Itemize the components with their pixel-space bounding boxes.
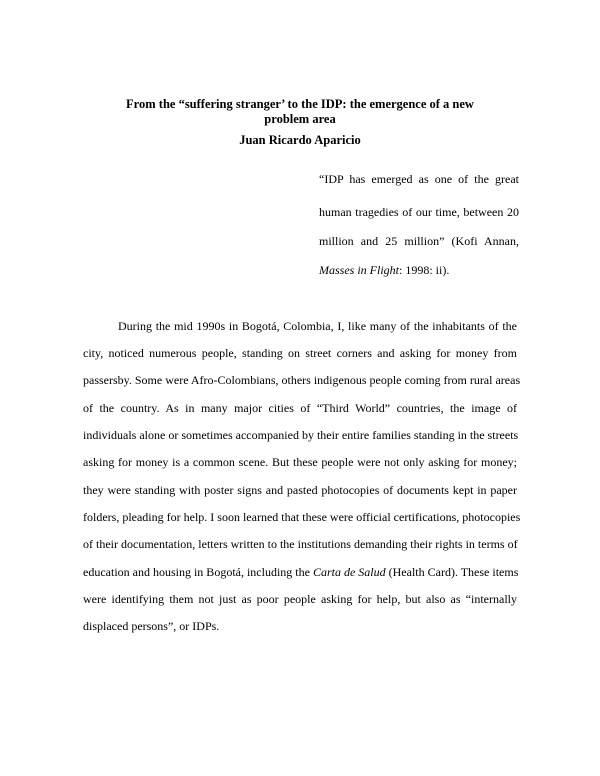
- body-line-5: individuals alone or sometimes accompanied by their entire families standing in the streets: [83, 428, 519, 442]
- paper-author: Juan Ricardo Aparicio: [239, 133, 361, 147]
- body-line-6: asking for money is a common scene. But these people were not only asking for money;: [83, 455, 517, 469]
- epigraph-citation: : 1998: ii).: [399, 263, 450, 277]
- body-line-9: of their documentation, letters written to the institutions demanding their rights in terms of: [83, 537, 518, 551]
- health-card-term: Carta de Salud: [312, 565, 386, 579]
- body-line-3: passersby. Some were Afro-Colombians, others indigenous people coming from rural areas: [83, 373, 521, 387]
- epigraph-line-1: “IDP has emerged as one of the great: [319, 172, 519, 186]
- body-line-7: they were standing with poster signs and pasted photocopies of documents kept in paper: [83, 483, 517, 497]
- body-line-10: [83, 565, 517, 580]
- body-line-11: were identifying them not just as poor people asking for help, but also as “internally: [83, 592, 517, 606]
- body-line-10-start: education and housing in Bogotá, including the: [83, 565, 313, 579]
- body-line-8: folders, pleading for help. I soon learned that these were official certifications, photocopies: [83, 510, 521, 524]
- paper-title-line-1: From the “suffering stranger’ to the IDP: the emergence of a new: [126, 97, 474, 111]
- body-line-10-end: (Health Card). These items: [385, 565, 519, 579]
- body-line-4: of the country. As in many major cities of “Third World” countries, the image of: [83, 401, 517, 415]
- epigraph-line-3: million and 25 million” (Kofi Annan,: [319, 234, 519, 248]
- body-line-12: displaced persons”, or IDPs.: [83, 619, 220, 633]
- body-line-2: city, noticed numerous people, standing on street corners and asking for money from: [83, 346, 517, 360]
- epigraph-line-2: human tragedies of our time, between 20: [319, 205, 519, 219]
- epigraph-book-title: Masses in Flight: [319, 263, 399, 277]
- paper-title-line-2: problem area: [264, 112, 336, 126]
- epigraph-line-4: [319, 263, 519, 278]
- body-line-1: During the mid 1990s in Bogotá, Colombia, I, like many of the inhabitants of the: [118, 319, 517, 333]
